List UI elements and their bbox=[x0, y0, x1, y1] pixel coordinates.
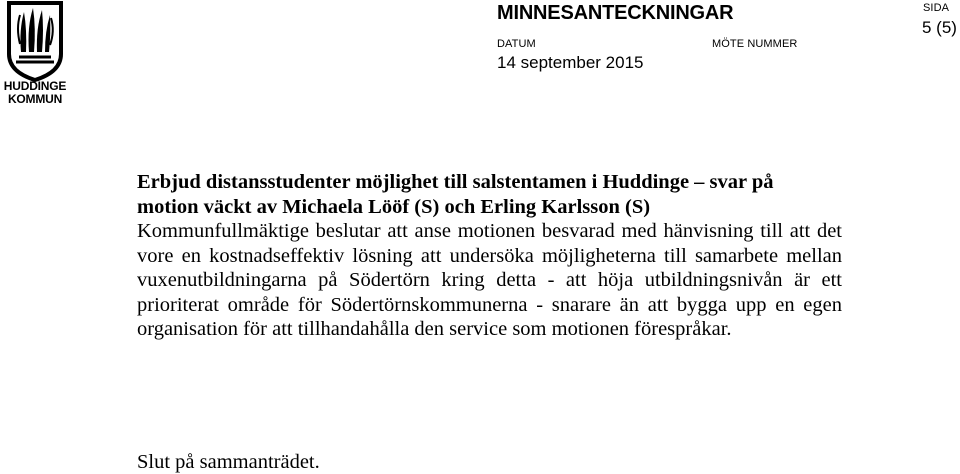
document-type-title: MINNESANTECKNINGAR bbox=[497, 2, 734, 24]
section-heading-line2: motion väckt av Michaela Lööf (S) och Erling Karlsson (S) bbox=[137, 195, 651, 218]
huddinge-logo bbox=[2, 0, 68, 108]
municipal-coat-of-arms-icon bbox=[2, 0, 68, 82]
logo-text-line2: KOMMUN bbox=[7, 92, 63, 106]
decision-text: Kommunfullmäktige beslutar att anse motionen besvarad med hänvisning till att det vore en kostnadseffektiv lösning att undersöka möjligheterna till samarbete mellan vuxenutbildningarna på Södertörn kring detta - att höja utbildningsnivån är ett prioriterat område för Södertörnskommunerna - snarare än att bygga upp en egen organisation för att tillhandahålla den service som motionen förespråkar. bbox=[137, 220, 842, 340]
section-heading-line1: Erbjud distansstudenter möjlighet till salstentamen i Huddinge – svar på bbox=[137, 171, 774, 193]
meeting-number-label: MÖTE NUMMER bbox=[712, 38, 798, 50]
date-value: 14 september 2015 bbox=[497, 53, 644, 72]
page-label: SIDA bbox=[923, 2, 950, 14]
page-number: 5 (5) bbox=[922, 18, 957, 37]
logo-text-line1: HUDDINGE bbox=[3, 79, 67, 93]
logo-text bbox=[2, 80, 68, 106]
section-heading bbox=[137, 170, 842, 219]
minutes-section bbox=[137, 170, 842, 342]
closing-text: Slut på sammanträdet. bbox=[137, 451, 320, 473]
date-label: DATUM bbox=[497, 38, 536, 50]
